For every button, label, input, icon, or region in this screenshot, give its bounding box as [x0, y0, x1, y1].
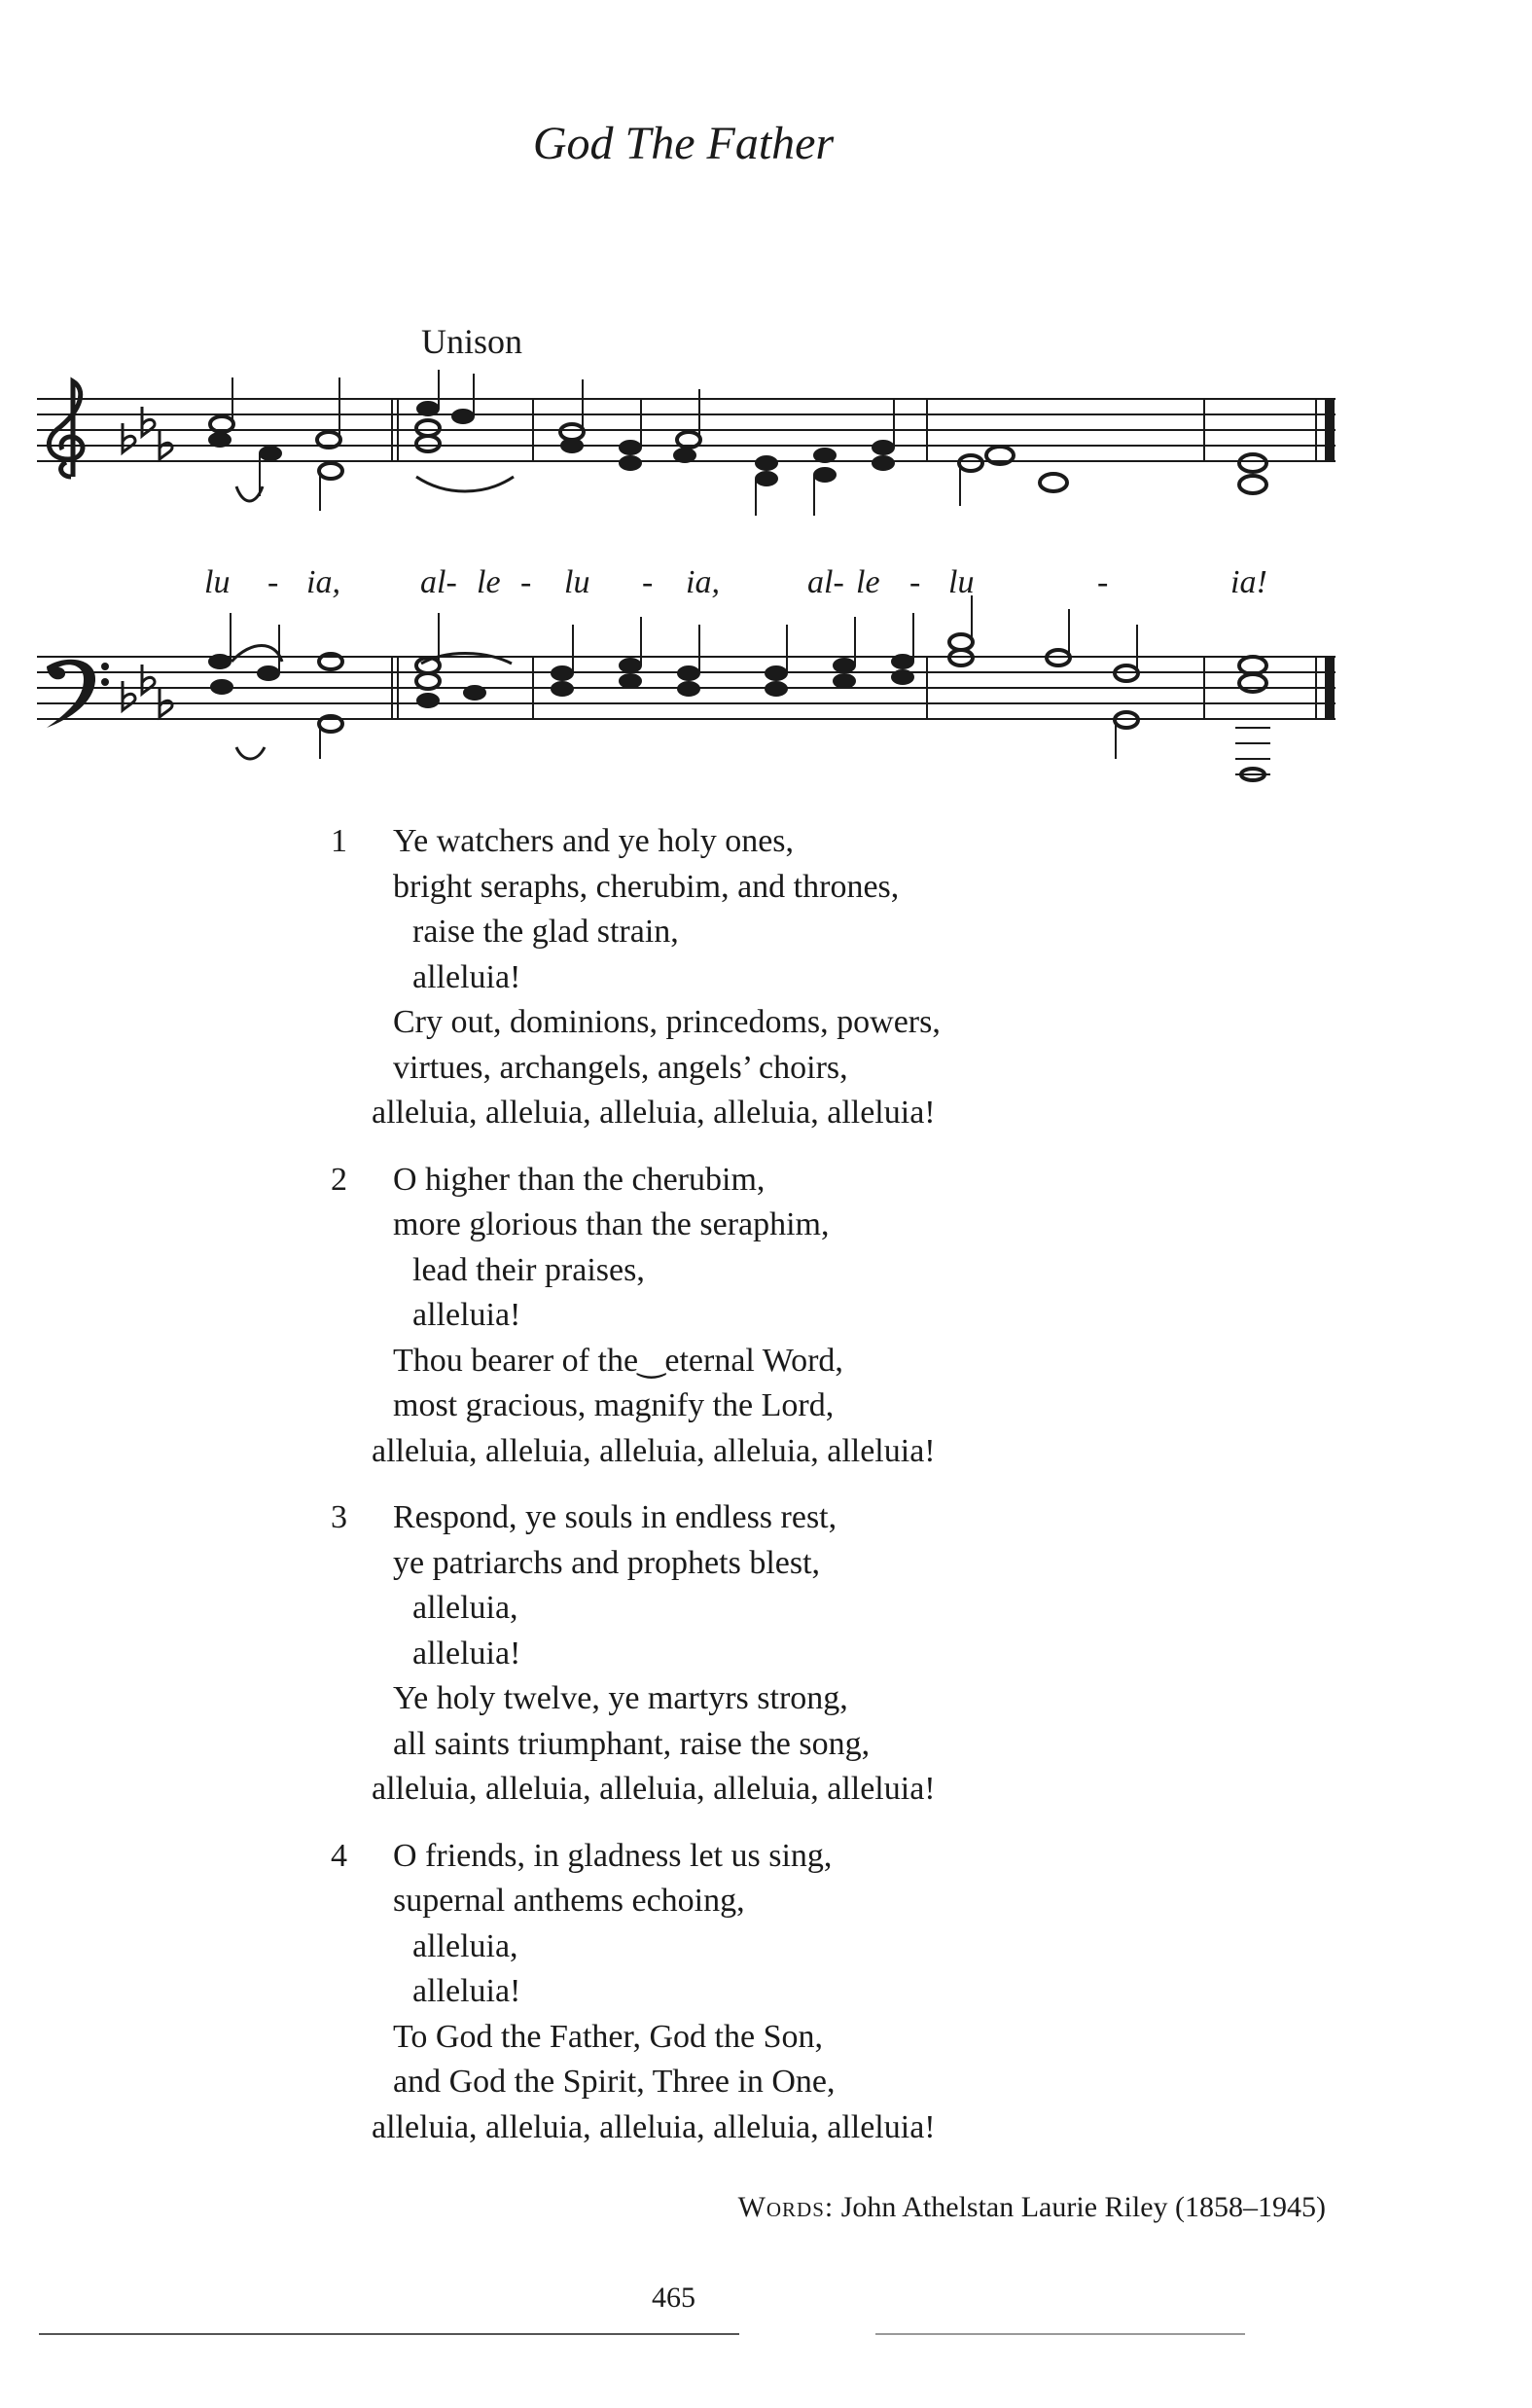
verse-line: most gracious, magnify the Lord,: [393, 1387, 835, 1423]
lyric-syllable: -: [1097, 564, 1109, 600]
verse-line: alleluia!: [412, 1297, 521, 1333]
verse-line: O friends, in gladness let us sing,: [393, 1837, 833, 1874]
verse-2: [331, 1158, 941, 1475]
verse-line: Thou bearer of the‿eternal Word,: [393, 1342, 843, 1379]
lyric-syllable: ia!: [1230, 564, 1267, 600]
lyric-syllable: al-: [807, 564, 844, 600]
verse-line: virtues, archangels, angels’ choirs,: [393, 1049, 848, 1086]
lyric-syllable: lu: [204, 564, 231, 600]
credit-label: Words:: [737, 2191, 835, 2223]
verse-line: lead their praises,: [412, 1251, 645, 1288]
page-number: 465: [652, 2282, 695, 2314]
verse-number: 1: [331, 823, 347, 859]
lyric-syllable: al-: [420, 564, 457, 600]
verse-line: and God the Spirit, Three in One,: [393, 2064, 836, 2100]
verse-line: alleluia, alleluia, alleluia, alleluia, alleluia!: [372, 1432, 936, 1469]
lyric-syllable: le: [856, 564, 880, 600]
lyric-syllable: le: [477, 564, 501, 600]
verse-1: [331, 819, 941, 1136]
verse-line: alleluia!: [412, 958, 521, 995]
verse-line: O higher than the cherubim,: [393, 1161, 766, 1198]
verse-line: all saints triumphant, raise the song,: [393, 1725, 871, 1762]
bass-clef-icon: [47, 660, 109, 728]
lyric-syllable: ia,: [306, 564, 340, 600]
verse-number: 3: [331, 1499, 347, 1535]
verse-line: supernal anthems echoing,: [393, 1883, 745, 1919]
verse-3: [331, 1495, 941, 1813]
lyric-syllable: lu: [948, 564, 975, 600]
verse-line: alleluia,: [412, 1590, 518, 1626]
footer-divider: [39, 2333, 739, 2335]
lyric-syllable: -: [267, 564, 279, 600]
words-credit: [738, 2191, 1326, 2224]
verse-line: Ye holy twelve, ye martyrs strong,: [393, 1680, 848, 1716]
verse-line: alleluia!: [412, 1973, 521, 2009]
verse-line: Respond, ye souls in endless rest,: [393, 1499, 837, 1535]
verse-line: bright seraphs, cherubim, and thrones,: [393, 868, 900, 905]
verse-line: To God the Father, God the Son,: [393, 2018, 823, 2055]
lyric-syllable: -: [909, 564, 921, 600]
treble-notes: [209, 370, 1266, 511]
page-title: God The Father: [532, 118, 835, 169]
verse-line: alleluia, alleluia, alleluia, alleluia, alleluia!: [372, 1095, 936, 1131]
lyric-syllable: lu: [564, 564, 590, 600]
hymn-verses: [331, 819, 941, 2172]
verse-line: alleluia,: [412, 1927, 518, 1964]
verse-4: [331, 1834, 941, 2151]
credit-text: John Athelstan Laurie Riley (1858–1945): [840, 2191, 1326, 2223]
verse-line: alleluia, alleluia, alleluia, alleluia, alleluia!: [372, 1771, 936, 1807]
verse-line: more glorious than the seraphim,: [393, 1206, 830, 1242]
tie-icon: [232, 477, 514, 759]
lyric-syllable: -: [520, 564, 532, 600]
verse-line: alleluia, alleluia, alleluia, alleluia, alleluia!: [372, 2108, 936, 2145]
lyric-syllable: -: [642, 564, 654, 600]
verse-number: 2: [331, 1161, 347, 1198]
verse-line: ye patriarchs and prophets blest,: [393, 1544, 821, 1581]
verse-line: raise the glad strain,: [412, 914, 679, 950]
verse-number: 4: [331, 1837, 347, 1874]
verse-line: Ye watchers and ye holy ones,: [393, 823, 795, 859]
verse-line: alleluia!: [412, 1635, 521, 1671]
performance-direction: Unison: [421, 322, 523, 361]
lyric-syllable: ia,: [686, 564, 720, 600]
flat-icon: [123, 407, 172, 717]
verse-line: Cry out, dominions, princedoms, powers,: [393, 1004, 941, 1040]
footer-divider: [875, 2333, 1245, 2335]
